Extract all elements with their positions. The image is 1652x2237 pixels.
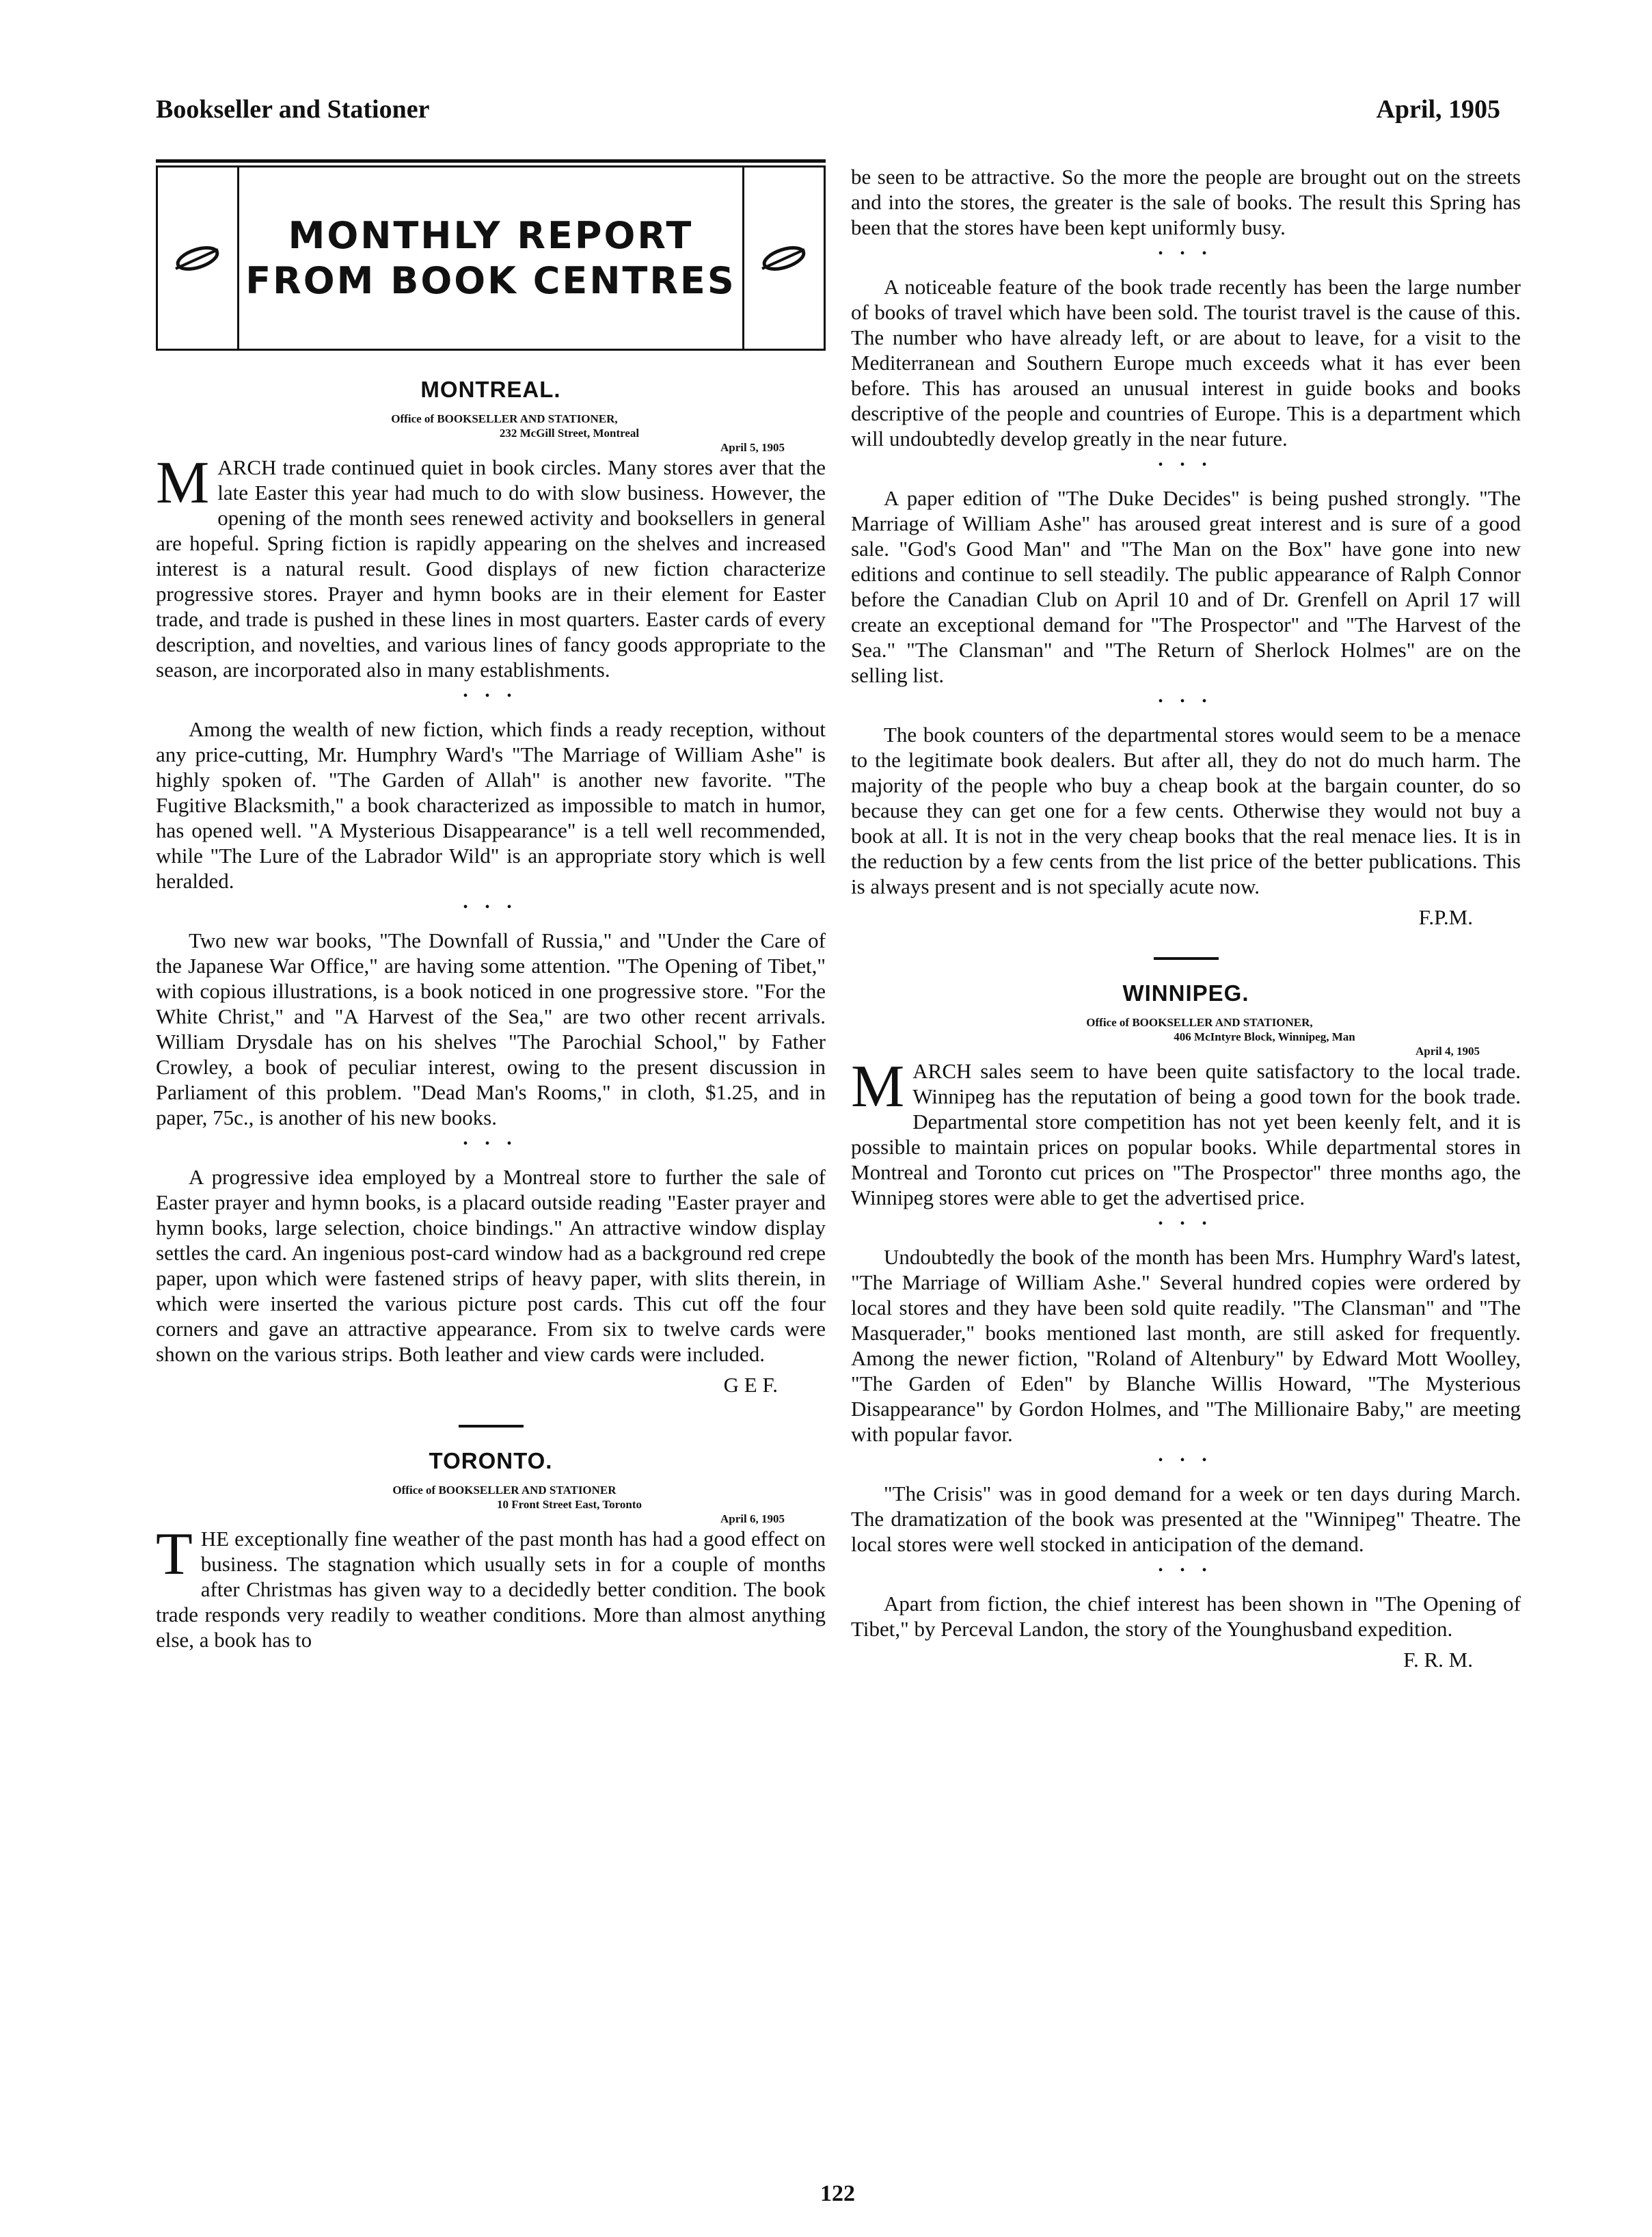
banner-right-ornament [742, 168, 824, 349]
toronto-paragraph-1-text: HE exceptionally fine weather of the past month has had a good effect on business. The stagnation which usually sets in for a couple of months after Christmas has given way to a decidedly better condition. The book trade responds very readily to weather conditions. More than almost anything else, a book has to [156, 1527, 826, 1652]
toronto-paragraph-2: A noticeable feature of the book trade recently has been the large number of books of travel which have been sold. The tourist travel is the cause of this. The number who have already left, or are about to leave, for a visit to the Mediterranean and Southern Europe much exceeds what it has ever been before. This has aroused an unusual interest in guide books and books descriptive of the people and countries of Europe. This is a department which will undoubtedly develop greatly in the near future. [851, 275, 1521, 451]
banner-title-line-2: FROM BOOK CENTRES [245, 258, 736, 302]
running-header-date: April, 1905 [1376, 95, 1500, 124]
section-separator: • • • [1158, 694, 1214, 709]
drop-cap: M [156, 450, 210, 516]
winnipeg-paragraph-4: Apart from fiction, the chief interest has been shown in "The Opening of Tibet," by Perceval Landon, the story of the Younghusband expedition. [851, 1592, 1521, 1641]
toronto-office-name: Office of BOOKSELLER AND STATIONER [392, 1484, 617, 1497]
banner-top-rule [156, 159, 826, 163]
montreal-paragraph-4: A progressive idea employed by a Montreal store to further the sale of Easter prayer and hymn books, is a placard outside reading "Easter prayer and hymn books, large selection, choice bindings." An attractive window display settles the card. An ingenious post-card window had as a background red crepe paper, upon which were fastened strips of heavy paper, with slits therein, in which were inserted the various picture post cards. This cut off the four corners and gave an attractive appearance. From six to twelve cards were shown on the various strips. Both leather and view cards were included. [156, 1165, 826, 1366]
montreal-paragraph-1-text: ARCH trade continued quiet in book circles. Many stores aver that the late Easter this year had much to do with slow business. However, the opening of the month sees renewed activity and booksellers in general are hopeful. Spring fiction is rapidly appearing on the shelves and increased interest is a natural result. Good displays of new fiction characterize progressive stores. Prayer and hymn books are in their element for Easter trade, and trade is pushed in these lines in most quarters. Easter cards of every description, and novelties, and various lines of fancy goods appropriate to the season, are incorporated also in many establishments. [156, 455, 826, 682]
toronto-paragraph-3: A paper edition of "The Duke Decides" is being pushed strongly. "The Marriage of William Ashe" has aroused great interest and is sure of a good sale. "God's Good Man" and "The Man on the Box" have gone into new editions and continue to sell steadily. The public appearance of Ralph Connor before the Canadian Club on April 10 and of Dr. Grenfell on April 17 will create an exceptional demand for "The Prospector" and "The Harvest of the Sea." "The Clansman" and "The Return of Sherlock Holmes" are on the selling list. [851, 486, 1521, 687]
section-separator: • • • [1158, 1216, 1214, 1231]
winnipeg-signature: F. R. M. [1403, 1648, 1473, 1672]
winnipeg-paragraph-2: Undoubtedly the book of the month has been Mrs. Humphry Ward's latest, "The Marriage of William Ashe." Several hundred copies were ordered by local stores and they have been sold quite readily. "The Clansman" and "The Masquerader," books mentioned last month, are still asked for frequently. Among the newer fiction, "Roland of Altenbury" by Edward Mott Woolley, "The Garden of Eden" by Blanche Willis Howard, "The Mysterious Disappearance" by Gordon Holmes, and "The Millionaire Baby," are meeting with popular favor. [851, 1245, 1521, 1446]
winnipeg-paragraph-1 [851, 1054, 1521, 1210]
toronto-paragraph-continued: be seen to be attractive. So the more the people are brought out on the streets and into the stores, the greater is the sale of books. The result this Spring has been that the stores have been kept uniformly busy. [851, 165, 1521, 239]
banner-title-line-1: MONTHLY REPORT [288, 213, 694, 257]
toronto-paragraph-1 [156, 1521, 826, 1652]
banner-left-ornament [158, 168, 239, 349]
winnipeg-office-line [851, 1015, 1521, 1058]
report-banner [156, 165, 826, 351]
leaf-ornament-icon [170, 241, 225, 276]
toronto-office-date: April 6, 1905 [720, 1512, 785, 1525]
montreal-office-name: Office of BOOKSELLER AND STATIONER, [391, 412, 618, 425]
toronto-office-line [156, 1483, 826, 1526]
montreal-paragraph-2: Among the wealth of new fiction, which finds a ready reception, without any price-cutting, Mr. Humphry Ward's "The Marriage of William Ashe" is highly spoken of. "The Garden of Allah" is another new favorite. "The Fugitive Blacksmith," a book characterized as impossible to match in humor, has opened well. "A Mysterious Disappearance" is a tell well recommended, while "The Lure of the Labrador Wild" is an appropriate story which is well heralded. [156, 717, 826, 893]
montreal-office-address: 232 McGill Street, Montreal [499, 427, 640, 440]
section-separator: • • • [1158, 457, 1214, 472]
montreal-office-date: April 5, 1905 [720, 441, 785, 454]
running-header-title: Bookseller and Stationer [156, 95, 430, 124]
montreal-heading: MONTREAL. [420, 377, 561, 402]
winnipeg-office-address: 406 McIntyre Block, Winnipeg, Man [1174, 1030, 1355, 1043]
page-number: 122 [820, 2181, 855, 2206]
drop-cap: M [851, 1054, 905, 1120]
winnipeg-office-name: Office of BOOKSELLER AND STATIONER, [1086, 1016, 1313, 1029]
left-column [156, 165, 826, 1652]
section-separator: • • • [1158, 1453, 1214, 1468]
section-separator: • • • [463, 1136, 519, 1151]
drop-cap: T [156, 1521, 193, 1588]
right-column [851, 164, 1521, 1672]
montreal-paragraph-1 [156, 450, 826, 682]
winnipeg-office-date: April 4, 1905 [1416, 1045, 1480, 1058]
section-separator: • • • [1158, 1563, 1214, 1578]
toronto-office-address: 10 Front Street East, Toronto [496, 1498, 642, 1511]
section-separator: • • • [1158, 246, 1214, 261]
section-rule [459, 1425, 524, 1428]
winnipeg-paragraph-3: "The Crisis" was in good demand for a week or ten days during March. The dramatization of the book was presented at the "Winnipeg" Theatre. The local stores were well stocked in anticipation of the demand. [851, 1482, 1521, 1556]
montreal-office-line [156, 412, 826, 455]
banner-title [239, 168, 742, 349]
montreal-paragraph-3: Two new war books, "The Downfall of Russia," and "Under the Care of the Japanese War Office," are having some attention. "The Opening of Tibet," with copious illustrations, is a book noticed in one progressive store. "For the White Christ," and "A Harvest of the Sea," are two other recent arrivals. William Drysdale has on his shelves "The Parochial School," by Father Crowley, a book of peculiar interest, owing to the present discussion in Parliament of this problem. "Dead Man's Rooms," in cloth, $1.25, and in paper, 75c., is another of his new books. [156, 928, 826, 1129]
toronto-signature: F.P.M. [1418, 905, 1473, 929]
montreal-signature: G E F. [723, 1373, 778, 1397]
toronto-paragraph-4: The book counters of the departmental stores would seem to be a menace to the legitimate book dealers. But after all, they do not do much harm. The majority of the people who buy a cheap book at the bargain counter, do so because they can get one for a few cents. Otherwise they would not buy a book at all. It is not in the very cheap books that the real menace lies. It is in the reduction by a few cents from the list price of the better publications. This is always present and is not specially acute now. [851, 723, 1521, 898]
toronto-heading: TORONTO. [429, 1448, 553, 1473]
section-separator: • • • [463, 688, 519, 704]
winnipeg-paragraph-1-text: ARCH sales seem to have been quite satisfactory to the local trade. Winnipeg has the reputation of being a good town for the book trade. Departmental store competition has not yet been keenly felt, and it is possible to maintain prices on popular books. While departmental stores in Montreal and Toronto cut prices on "The Prospector" three months ago, the Winnipeg stores were able to get the advertised price. [851, 1059, 1521, 1209]
section-separator: • • • [463, 900, 519, 915]
leaf-ornament-icon [757, 241, 811, 276]
winnipeg-heading: WINNIPEG. [1122, 980, 1249, 1006]
section-rule [1154, 957, 1219, 960]
